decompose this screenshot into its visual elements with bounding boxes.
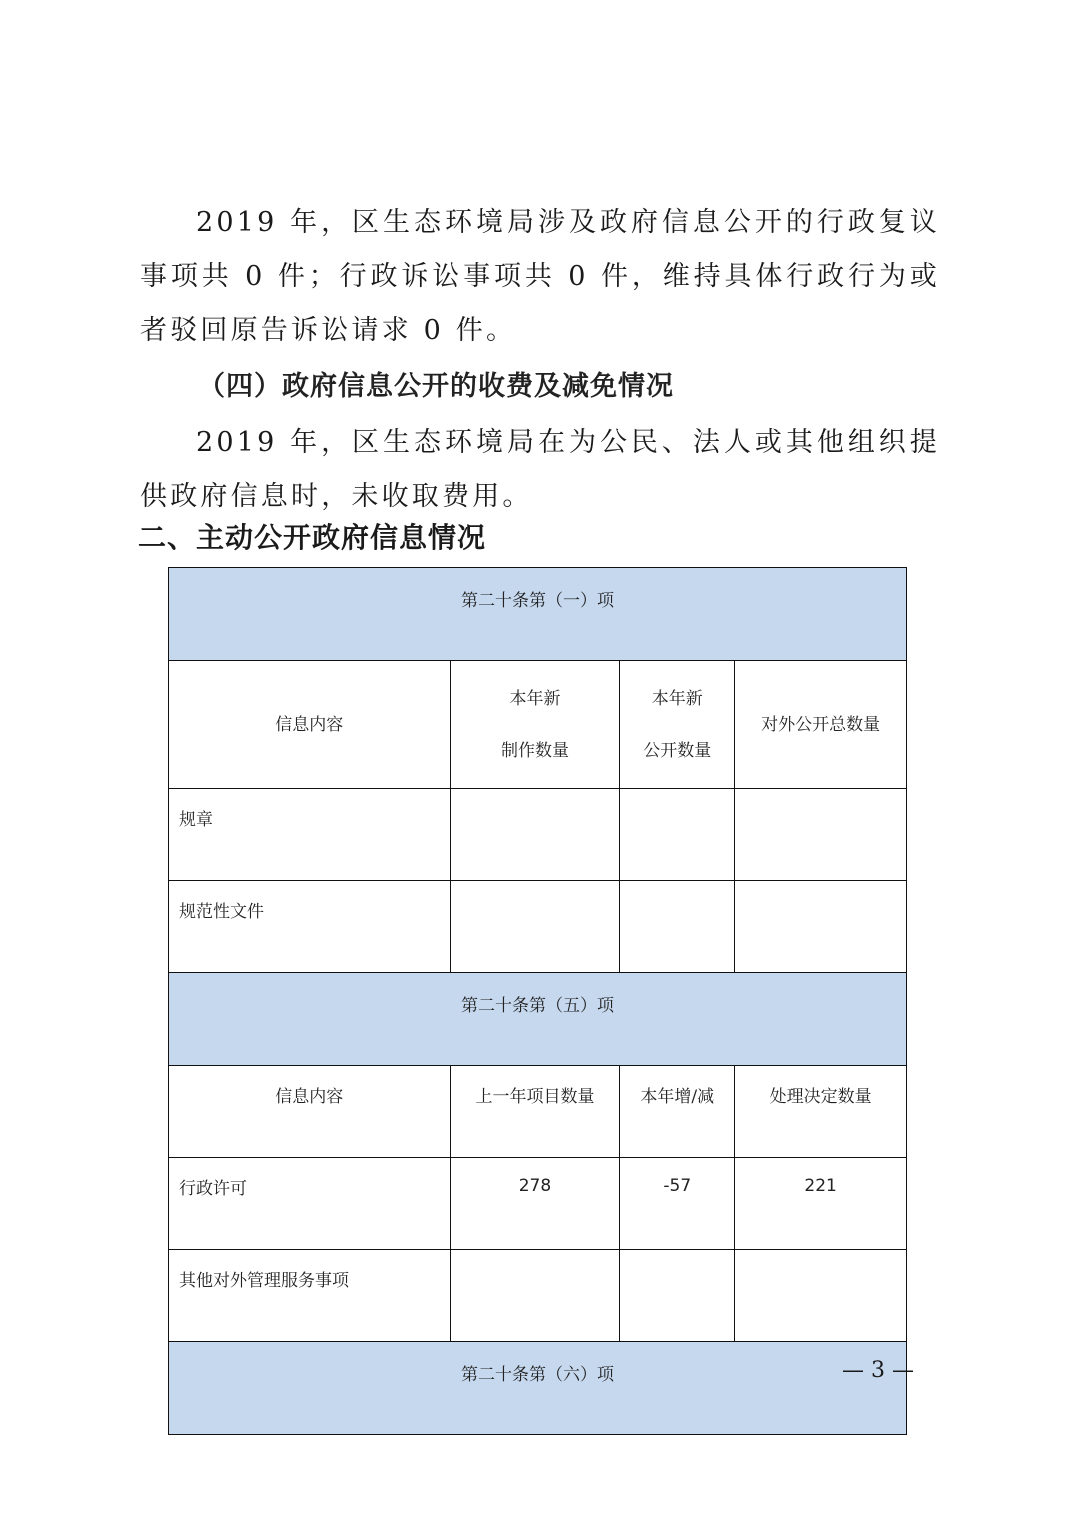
value-cell bbox=[620, 789, 735, 881]
header-line: 本年新 bbox=[651, 688, 703, 709]
table-band-row bbox=[169, 568, 907, 661]
value-cell bbox=[620, 1250, 735, 1342]
row-label: 其他对外管理服务事项 bbox=[169, 1250, 451, 1342]
header-cell: 对外公开总数量 bbox=[735, 661, 907, 789]
header-cell: 上一年项目数量 bbox=[450, 1066, 620, 1158]
page-number: — 3 — bbox=[842, 1358, 914, 1383]
table-band-row bbox=[169, 973, 907, 1066]
paragraph-text: 2019 年，区生态环境局在为公民、法人或其他组织提供政府信息时，未收取费用。 bbox=[140, 427, 940, 512]
section-heading-proactive-disclosure: 二、主动公开政府信息情况 bbox=[138, 521, 487, 554]
value-cell: 278 bbox=[450, 1158, 620, 1250]
value-cell bbox=[735, 881, 907, 973]
table-header-row bbox=[169, 1066, 907, 1158]
paragraph-admin-review bbox=[140, 196, 940, 358]
value-cell bbox=[450, 881, 620, 973]
paragraph-fees bbox=[140, 416, 940, 524]
row-label: 规章 bbox=[169, 789, 451, 881]
disclosure-table bbox=[168, 567, 907, 1435]
subheading-fees: （四）政府信息公开的收费及减免情况 bbox=[198, 371, 674, 402]
section-title-article20-item6: 第二十条第（六）项 bbox=[169, 1342, 907, 1435]
value-cell bbox=[450, 1250, 620, 1342]
header-cell: 信息内容 bbox=[169, 661, 451, 789]
header-line: 本年新 bbox=[509, 688, 561, 709]
table-header-row bbox=[169, 661, 907, 789]
header-cell: 处理决定数量 bbox=[735, 1066, 907, 1158]
section-title-article20-item1: 第二十条第（一）项 bbox=[169, 568, 907, 661]
header-line: 公开数量 bbox=[643, 740, 712, 761]
table-row bbox=[169, 789, 907, 881]
row-label: 行政许可 bbox=[169, 1158, 451, 1250]
value-cell bbox=[620, 881, 735, 973]
value-cell bbox=[735, 1250, 907, 1342]
value-cell bbox=[735, 789, 907, 881]
table-row bbox=[169, 1158, 907, 1250]
paragraph-text: 2019 年，区生态环境局涉及政府信息公开的行政复议事项共 0 件；行政诉讼事项共 0 件，维持具体行政行为或者驳回原告诉讼请求 0 件。 bbox=[140, 207, 940, 346]
table-row bbox=[169, 1250, 907, 1342]
header-cell bbox=[620, 661, 735, 789]
row-label: 规范性文件 bbox=[169, 881, 451, 973]
value-cell: 221 bbox=[735, 1158, 907, 1250]
header-cell: 本年增/减 bbox=[620, 1066, 735, 1158]
header-cell bbox=[450, 661, 620, 789]
table-band-row bbox=[169, 1342, 907, 1435]
header-line: 制作数量 bbox=[500, 740, 569, 761]
value-cell bbox=[450, 789, 620, 881]
value-cell: -57 bbox=[620, 1158, 735, 1250]
section-title-article20-item5: 第二十条第（五）项 bbox=[169, 973, 907, 1066]
header-cell: 信息内容 bbox=[169, 1066, 451, 1158]
table-row bbox=[169, 881, 907, 973]
